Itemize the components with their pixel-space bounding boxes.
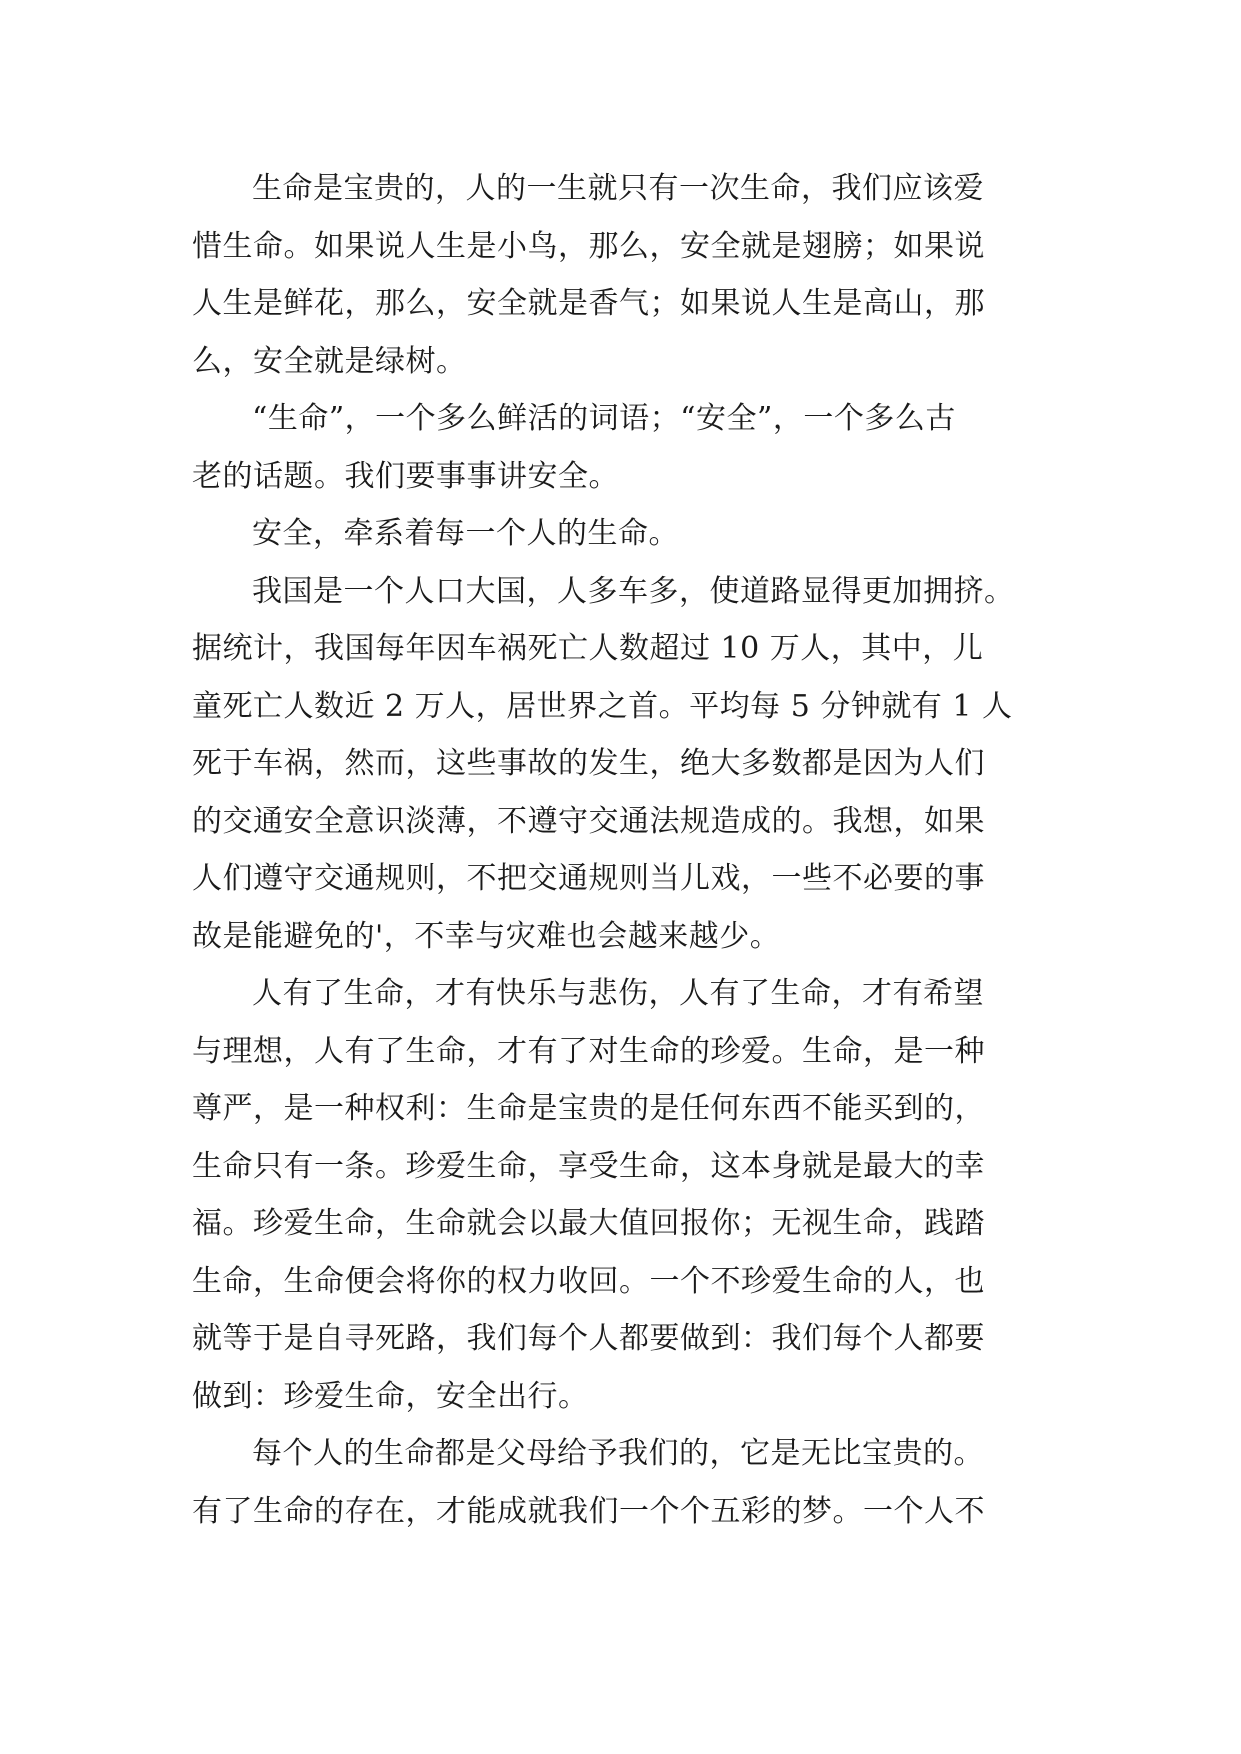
- text-line: 故是能避免的'，不幸与灾难也会越来越少。: [192, 918, 781, 954]
- document-body: [192, 160, 1052, 1540]
- text-line: 我国是一个人口大国，人多车多，使道路显得更加拥挤。: [252, 573, 1015, 609]
- text-line: 惜生命。如果说人生是小鸟，那么，安全就是翅膀；如果说: [192, 228, 985, 264]
- text-line: 尊严，是一种权利：生命是宝贵的是任何东西不能买到的，: [192, 1091, 985, 1126]
- paragraph: [192, 965, 1052, 1425]
- text-line: 安全，牵系着每一个人的生命。: [252, 516, 679, 551]
- text-line: 福。珍爱生命，生命就会以最大值回报你；无视生命，践踏: [192, 1206, 985, 1241]
- text-line: 死于车祸，然而，这些事故的发生，绝大多数都是因为人们: [192, 746, 985, 781]
- text-line: 人们遵守交通规则，不把交通规则当儿戏，一些不必要的事: [192, 861, 985, 896]
- text-line: 有了生命的存在，才能成就我们一个个五彩的梦。一个人不: [192, 1493, 985, 1529]
- text-line: 童死亡人数近 2 万人，居世界之首。平均每 5 分钟就有 1 人: [192, 688, 1013, 724]
- paragraph: [192, 1425, 1052, 1540]
- text-line: 每个人的生命都是父母给予我们的，它是无比宝贵的。: [252, 1436, 984, 1471]
- text-line: “生命”，一个多么鲜活的词语；“安全”，一个多么古: [252, 401, 956, 436]
- text-line: 人有了生命，才有快乐与悲伤，人有了生命，才有希望: [252, 976, 984, 1011]
- text-line: 人生是鲜花，那么，安全就是香气；如果说人生是高山，那: [192, 286, 985, 321]
- paragraph: [192, 563, 1052, 966]
- text-line: 与理想，人有了生命，才有了对生命的珍爱。生命，是一种: [192, 1033, 985, 1069]
- text-line: 老的话题。我们要事事讲安全。: [192, 458, 619, 494]
- text-line: 就等于是自寻死路，我们每个人都要做到：我们每个人都要: [192, 1321, 985, 1356]
- text-line: 做到：珍爱生命，安全出行。: [192, 1378, 589, 1414]
- text-line: 生命只有一条。珍爱生命，享受生命，这本身就是最大的幸: [192, 1148, 985, 1184]
- text-line: 的交通安全意识淡薄，不遵守交通法规造成的。我想，如果: [192, 803, 985, 839]
- text-line: 生命是宝贵的，人的一生就只有一次生命，我们应该爱: [252, 171, 984, 206]
- paragraph: [192, 390, 1052, 505]
- text-line: 么，安全就是绿树。: [192, 343, 467, 379]
- paragraph: [192, 505, 1052, 563]
- text-line: 据统计，我国每年因车祸死亡人数超过 10 万人，其中，儿: [192, 631, 984, 666]
- paragraph: [192, 160, 1052, 390]
- text-line: 生命，生命便会将你的权力收回。一个不珍爱生命的人，也: [192, 1263, 985, 1299]
